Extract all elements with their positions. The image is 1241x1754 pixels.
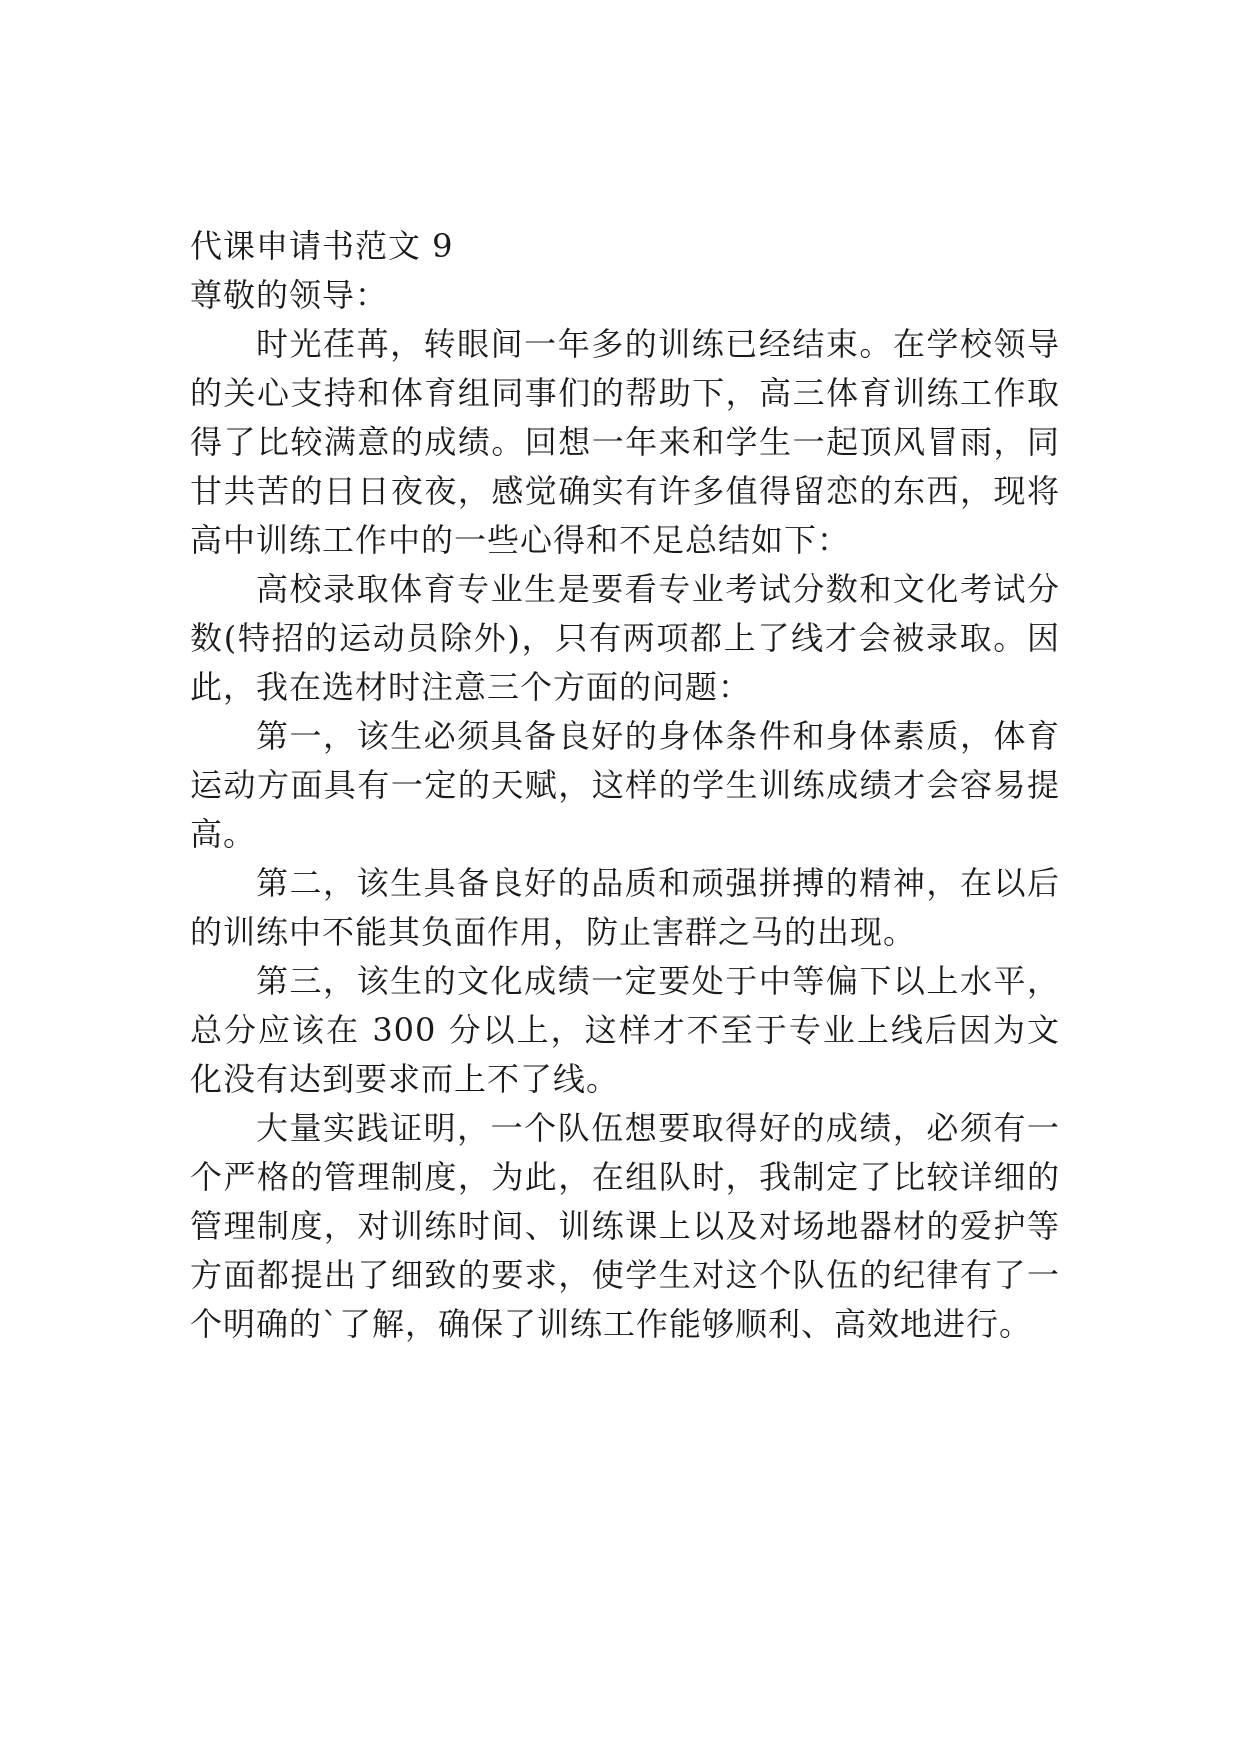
paragraph-3: 第一，该生必须具备良好的身体条件和身体素质，体育运动方面具有一定的天赋，这样的学生训练成绩才会容易提高。 bbox=[190, 717, 1060, 853]
paragraph-1: 时光荏苒，转眼间一年多的训练已经结束。在学校领导的关心支持和体育组同事们的帮助下，高三体育训练工作取得了比较满意的成绩。回想一年来和学生一起顶风冒雨，同甘共苦的日日夜夜，感觉确实有许多值得留恋的东西，现将高中训练工作中的一些心得和不足总结如下： bbox=[190, 325, 1060, 559]
document-title: 代课申请书范文 9 bbox=[190, 227, 454, 265]
paragraph-4: 第二，该生具备良好的品质和顽强拼搏的精神，在以后的训练中不能其负面作用，防止害群之马的出现。 bbox=[190, 864, 1060, 951]
paragraph-5: 第三，该生的文化成绩一定要处于中等偏下以上水平，总分应该在 300 分以上，这样才不至于专业上线后因为文化没有达到要求而上不了线。 bbox=[190, 962, 1060, 1098]
paragraph-6: 大量实践证明，一个队伍想要取得好的成绩，必须有一个严格的管理制度，为此，在组队时，我制定了比较详细的管理制度，对训练时间、训练课上以及对场地器材的爱护等方面都提出了细致的要求，使学生对这个队伍的纪律有了一个明确的`了解，确保了训练工作能够顺利、高效地进行。 bbox=[190, 1109, 1060, 1343]
paragraph-2: 高校录取体育专业生是要看专业考试分数和文化考试分数(特招的运动员除外)，只有两项都上了线才会被录取。因此，我在选材时注意三个方面的问题： bbox=[190, 570, 1060, 706]
salutation: 尊敬的领导： bbox=[190, 276, 389, 314]
document-body bbox=[190, 222, 1060, 1349]
